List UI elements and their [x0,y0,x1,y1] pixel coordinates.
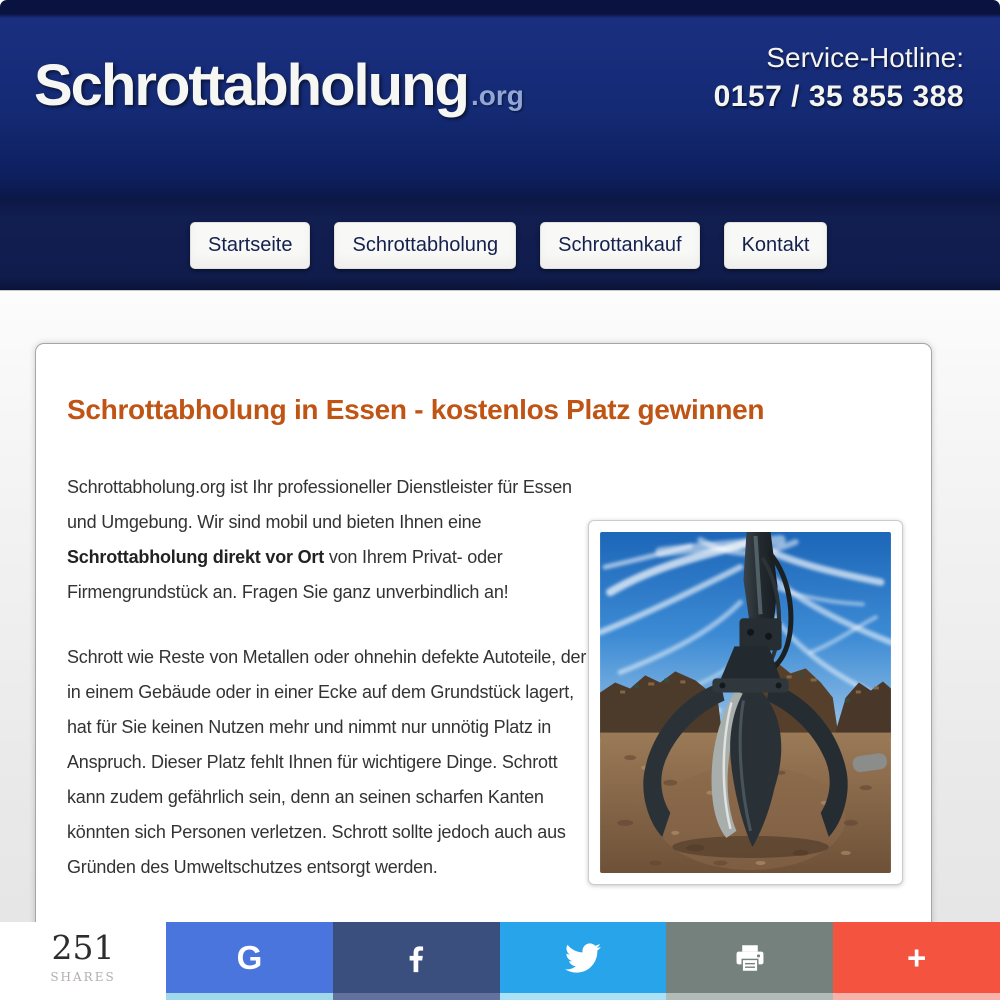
nav-item-kontakt[interactable]: Kontakt [724,222,828,269]
intro-text-2: von Ihrem Privat- oder Firmengrundstück an. Fragen Sie ganz unverbindlich an! [67,547,509,602]
share-google-plus-button[interactable] [166,922,333,993]
twitter-icon [565,940,601,976]
google-plus-icon: G [236,939,263,976]
nav-item-schrottabholung[interactable]: Schrottabholung [334,222,516,269]
plus-icon: + [906,939,927,976]
content-card [35,343,932,1000]
share-more-button[interactable] [833,922,1000,993]
nav-item-schrottankauf[interactable]: Schrottankauf [540,222,699,269]
content-background [0,290,1000,1000]
article-image-frame [588,520,903,885]
intro-text-bold: Schrottabholung direkt vor Ort [67,547,325,567]
article-text-column [67,470,595,885]
main-nav [0,200,1000,290]
share-bar [0,922,1000,1000]
logo-suffix: .org [470,80,524,111]
site-logo[interactable] [34,52,524,119]
hotline-number: 0157 / 35 855 388 [713,80,964,113]
share-facebook-button[interactable] [333,922,500,993]
nav-button-row [190,200,827,290]
share-twitter-button[interactable] [500,922,667,993]
page-title: Schrottabholung in Essen - kostenlos Platz gewinnen [67,394,765,425]
facebook-icon [399,941,433,975]
logo-text: Schrottabholung [34,53,468,118]
share-count [0,922,166,993]
intro-text-1: Schrottabholung.org ist Ihr professioneller Dienstleister für Essen und Umgebung. Wir sind mobil und bieten Ihnen eine [67,477,572,532]
service-hotline [714,42,964,114]
body-paragraph: Schrott wie Reste von Metallen oder ohnehin defekte Autoteile, der in einem Gebäude oder in einer Ecke auf dem Grundstück lagert, hat für Sie keinen Nutzen mehr und nimmt nur unnötig Platz in Anspruch. Dieser Platz fehlt Ihnen für wichtigere Dinge. Schrott kann zudem gefährlich sein, denn an seinen scharfen Kanten könnten sich Personen verletzen. Schrott sollte jedoch auch aus Gründen des Umweltschutzes entsorgt werden. [67,647,587,877]
scrap-grapple-photo [600,532,891,873]
share-bar-bottom-strip [0,993,1000,1000]
site-header [0,0,1000,200]
hotline-label: Service-Hotline: [766,42,964,73]
share-print-button[interactable] [666,922,833,993]
content-row [67,470,903,885]
share-count-number: 251 [51,928,115,967]
intro-paragraph [67,470,595,610]
share-count-label: SHARES [50,970,116,984]
nav-item-startseite[interactable]: Startseite [190,222,310,269]
printer-icon [733,941,767,975]
